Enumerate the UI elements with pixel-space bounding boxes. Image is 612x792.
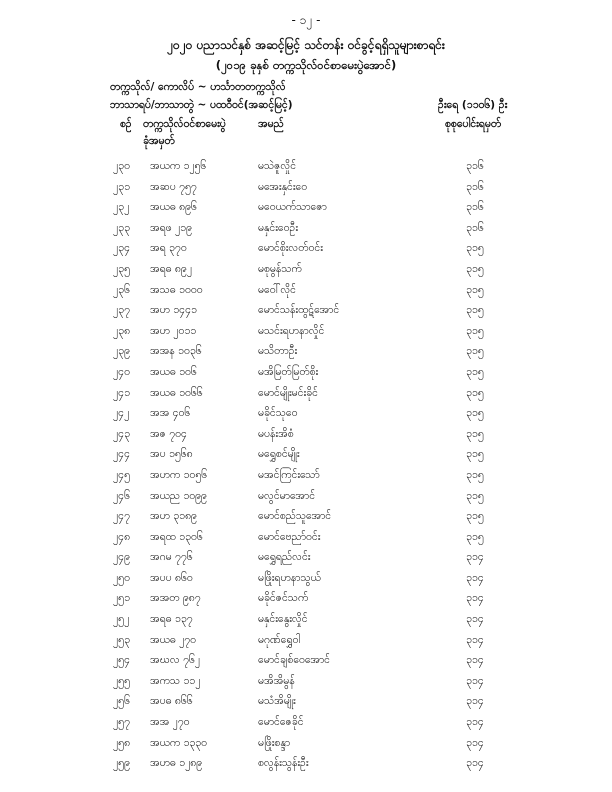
seat-number: အဟဓ ၁၂၈၉ bbox=[150, 757, 203, 770]
table-row bbox=[0, 490, 612, 511]
row-number: ၂၄၁ bbox=[113, 386, 130, 399]
table-row bbox=[0, 695, 612, 716]
total-score: ၃၁၅ bbox=[466, 468, 484, 481]
row-number: ၂၃၁ bbox=[113, 180, 130, 193]
row-number: ၂၃၈ bbox=[113, 324, 131, 337]
seat-number: အယဓ ၁၀၆ bbox=[150, 365, 197, 378]
seat-number: အအတ ၉၈၇ bbox=[150, 592, 201, 605]
seat-number: အရဓ ၁၃၇ bbox=[150, 613, 193, 626]
student-name: မဝေါ်လိုင် bbox=[258, 283, 297, 296]
seat-number: အဟ ၂၀၁၁ bbox=[150, 324, 197, 337]
seat-number: အရဓ ၈၉၂ bbox=[150, 262, 192, 275]
student-name: မခိုင်ဇင်သက် bbox=[258, 592, 309, 605]
row-number: ၂၄၉ bbox=[113, 551, 130, 564]
seat-number: အအန ၁၀၃၆ bbox=[150, 345, 202, 358]
table-row bbox=[0, 551, 612, 572]
row-number: ၂၅၇ bbox=[113, 716, 130, 729]
row-number: ၂၅၉ bbox=[113, 757, 130, 770]
seat-number: အယဓ ၈၉၆ bbox=[150, 201, 197, 214]
seat-number: အကသ ၁၁၂ bbox=[150, 674, 201, 687]
student-name: မအင်ကြင်းသော် bbox=[258, 468, 320, 481]
seat-number: အဇ ၇၀၄ bbox=[150, 427, 187, 440]
row-number: ၂၄၀ bbox=[113, 365, 130, 378]
table-row bbox=[0, 448, 612, 469]
document-title: ၂၀၂၀ ပညာသင်နှစ် အဆင့်မြင့် သင်တန်း ဝင်ခွင့်ရရှိသူများစာရင်း bbox=[167, 38, 445, 52]
total-score: ၃၁၄ bbox=[466, 633, 484, 646]
total-score: ၃၁၄ bbox=[466, 654, 484, 667]
total-score: ၃၁၅ bbox=[466, 407, 484, 420]
table-row bbox=[0, 757, 612, 778]
total-score: ၃၁၅ bbox=[466, 427, 484, 440]
seat-number: အရထ ၁၃၀၆ bbox=[150, 530, 203, 543]
student-name: မခိုင်သုဝေ bbox=[258, 407, 298, 420]
total-score: ၃၁၅ bbox=[466, 242, 484, 255]
table-row bbox=[0, 387, 612, 408]
table-row bbox=[0, 592, 612, 613]
table-row bbox=[0, 222, 612, 243]
student-name: မအေးနှင်းဝေ bbox=[258, 180, 308, 193]
student-name: မဂုဏ်ရွှေဝါ bbox=[258, 633, 301, 646]
student-name: စလွန်းသွန်းဦး bbox=[258, 757, 309, 770]
seat-number: အဆပ ၇၅၇ bbox=[150, 180, 197, 193]
table-row bbox=[0, 345, 612, 366]
row-number: ၂၃၂ bbox=[113, 201, 130, 214]
row-number: ၂၄၈ bbox=[113, 530, 131, 543]
row-number: ၂၃၉ bbox=[113, 345, 130, 358]
row-number: ၂၃၇ bbox=[113, 304, 130, 317]
total-score: ၃၁၅ bbox=[466, 530, 484, 543]
header-seat: တက္ကသိုလ်ဝင်စာမေးပွဲ bbox=[143, 118, 226, 130]
table-row bbox=[0, 284, 612, 305]
total-score: ၃၁၅ bbox=[466, 283, 484, 296]
total-score: ၃၁၄ bbox=[466, 716, 484, 729]
results-table bbox=[0, 160, 612, 778]
student-name: မသဲဇူလှိုင် bbox=[258, 160, 297, 172]
header-score: စုစုပေါင်းရမှတ် bbox=[445, 118, 502, 130]
table-row bbox=[0, 304, 612, 325]
row-number: ၂၃၃ bbox=[113, 221, 130, 234]
table-row bbox=[0, 675, 612, 696]
row-number: ၂၃၅ bbox=[113, 262, 130, 275]
total-score: ၃၁၅ bbox=[466, 324, 484, 337]
student-name: မဖြိုးစန္ဒာ bbox=[258, 736, 291, 749]
table-row bbox=[0, 634, 612, 655]
row-number: ၂၄၂ bbox=[113, 407, 130, 420]
student-name: မဝေယက်သာဇော bbox=[258, 201, 327, 214]
total-count: ဦးရေ (၁၁၀၆) ဦး bbox=[438, 99, 508, 111]
table-row bbox=[0, 428, 612, 449]
total-score: ၃၁၄ bbox=[466, 571, 484, 584]
table-row bbox=[0, 572, 612, 593]
row-number: ၂၄၅ bbox=[113, 468, 130, 481]
seat-number: အသဓ ၁၀၀၀ bbox=[150, 283, 203, 296]
table-row bbox=[0, 263, 612, 284]
row-number: ၂၅၃ bbox=[113, 633, 130, 646]
total-score: ၃၁၄ bbox=[466, 551, 484, 564]
student-name: မနှင်းနွေးလှိုင် bbox=[258, 613, 308, 626]
seat-number: အယည ၁၀၉၉ bbox=[150, 489, 207, 502]
student-name: မသံအိမျိုး bbox=[258, 695, 296, 708]
seat-number: အယဓ ၁၀၆၆ bbox=[150, 386, 203, 399]
total-score: ၃၁၅ bbox=[466, 510, 484, 523]
table-row bbox=[0, 654, 612, 675]
seat-number: အအ ၂၇၀ bbox=[150, 716, 190, 729]
row-number: ၂၄၄ bbox=[113, 448, 130, 461]
subject-line: ဘာသာရပ်/ဘာသာတွဲ ~ ပထဝီဝင်(အဆင့်မြင့်) bbox=[110, 99, 293, 111]
seat-number: အရ ၃၇၀ bbox=[150, 242, 187, 255]
row-number: ၂၃၆ bbox=[113, 283, 130, 296]
student-name: မပန်းအိစံ bbox=[258, 427, 294, 440]
table-row bbox=[0, 366, 612, 387]
row-number: ၂၄၃ bbox=[113, 427, 130, 440]
page-number: - ၁၂ - bbox=[291, 13, 321, 27]
student-name: မရွှေစင်မျိုး bbox=[258, 448, 300, 461]
table-row bbox=[0, 737, 612, 758]
total-score: ၃၁၅ bbox=[466, 262, 484, 275]
table-row bbox=[0, 613, 612, 634]
document-subtitle: (၂၀၁၉ ခုနှစ် တက္ကသိုလ်ဝင်စာမေးပွဲအောင်) bbox=[215, 58, 397, 72]
total-score: ၃၁၅ bbox=[466, 304, 484, 317]
total-score: ၃၁၄ bbox=[466, 592, 484, 605]
seat-number: အပဓ ၈၆၆ bbox=[150, 695, 193, 708]
student-name: မသိတာဦး bbox=[258, 345, 298, 358]
seat-number: အဂမ ၇၇၆ bbox=[150, 551, 193, 564]
row-number: ၂၅၁ bbox=[113, 592, 130, 605]
student-name: မလွင်မာအောင် bbox=[258, 489, 316, 502]
total-score: ၃၁၄ bbox=[466, 736, 484, 749]
seat-number: အပပ ၈၆၀ bbox=[150, 571, 193, 584]
row-number: ၂၅၀ bbox=[113, 571, 130, 584]
table-row bbox=[0, 325, 612, 346]
seat-number: အယဓ ၂၇၀ bbox=[150, 633, 197, 646]
student-name: မဖြိုးရဟနာသွယ် bbox=[258, 571, 321, 584]
seat-number: အယက ၁၃၃၀ bbox=[150, 736, 208, 749]
seat-number: အယက ၁၂၅၆ bbox=[150, 160, 207, 172]
student-name: မောင်စည်သူအောင် bbox=[258, 510, 332, 523]
seat-number: အဃလ ၇၆၂ bbox=[150, 654, 201, 667]
seat-number: အအ ၄၀၆ bbox=[150, 407, 191, 420]
total-score: ၃၁၆ bbox=[466, 180, 484, 193]
total-score: ၃၁၅ bbox=[466, 386, 484, 399]
table-row bbox=[0, 160, 612, 181]
row-number: ၂၅၄ bbox=[113, 654, 130, 667]
row-number: ၂၃၀ bbox=[113, 160, 130, 172]
student-name: မောင်စိုးလတ်ဝင်း bbox=[258, 242, 323, 255]
total-score: ၃၁၄ bbox=[466, 757, 484, 770]
total-score: ၃၁၅ bbox=[466, 448, 484, 461]
total-score: ၃၁၄ bbox=[466, 695, 484, 708]
table-row bbox=[0, 716, 612, 737]
student-name: မောင်ဇေခိုင် bbox=[258, 716, 304, 729]
student-name: မနှင်းဝေဦး bbox=[258, 221, 299, 234]
row-number: ၂၅၆ bbox=[113, 695, 130, 708]
row-number: ၂၃၄ bbox=[113, 242, 130, 255]
student-name: မောင်ဗေညာ်ဝင်း bbox=[258, 530, 321, 543]
row-number: ၂၄၆ bbox=[113, 489, 130, 502]
student-name: မောင်ချစ်ဝေအောင် bbox=[258, 654, 330, 667]
row-number: ၂၅၂ bbox=[113, 613, 130, 626]
row-number: ၂၅၈ bbox=[113, 736, 131, 749]
total-score: ၃၁၆ bbox=[466, 221, 484, 234]
table-row bbox=[0, 469, 612, 490]
total-score: ၃၁၅ bbox=[466, 345, 484, 358]
table-row bbox=[0, 531, 612, 552]
header-number: စဉ် bbox=[120, 118, 132, 130]
total-score: ၃၁၅ bbox=[466, 489, 484, 502]
total-score: ၃၁၄ bbox=[466, 674, 484, 687]
table-row bbox=[0, 201, 612, 222]
seat-number: အဟ ၃၁၈၉ bbox=[150, 510, 197, 523]
table-row bbox=[0, 181, 612, 202]
seat-number: အဟက ၁၀၅၆ bbox=[150, 468, 208, 481]
university-line: တက္ကသိုလ်/ ကောလိပ် ~ ဟင်္သာတတက္ကသိုလ် bbox=[110, 81, 286, 93]
row-number: ၂၅၅ bbox=[113, 674, 130, 687]
student-name: မရွှေရည်လင်း bbox=[258, 551, 311, 564]
student-name: မောင်မျိုးမင်းခိုင် bbox=[258, 386, 318, 399]
student-name: မသင်းရဟနာလှိုင် bbox=[258, 324, 325, 337]
total-score: ၃၁၄ bbox=[466, 613, 484, 626]
student-name: မအိအိမွန် bbox=[258, 674, 295, 687]
row-number: ၂၄၇ bbox=[113, 510, 130, 523]
table-row bbox=[0, 407, 612, 428]
total-score: ၃၁၆ bbox=[466, 201, 484, 214]
seat-number: အရဖ ၂၁၉ bbox=[150, 221, 192, 234]
student-name: မစုမွန်သက် bbox=[258, 262, 302, 275]
total-score: ၃၁၅ bbox=[466, 365, 484, 378]
table-row bbox=[0, 510, 612, 531]
student-name: မအိမြတ်မြတ်စိုး bbox=[258, 365, 319, 378]
header-name: အမည် bbox=[258, 118, 284, 130]
table-row bbox=[0, 242, 612, 263]
student-name: မောင်သန်းထွဋ်အောင် bbox=[258, 304, 340, 317]
seat-number: အဟ ၁၄၄၁ bbox=[150, 304, 197, 317]
seat-number: အပ ၁၅၆၈ bbox=[150, 448, 193, 461]
total-score: ၃၁၆ bbox=[466, 160, 484, 172]
header-seat-line2: ခုံအမှတ် bbox=[143, 135, 175, 147]
